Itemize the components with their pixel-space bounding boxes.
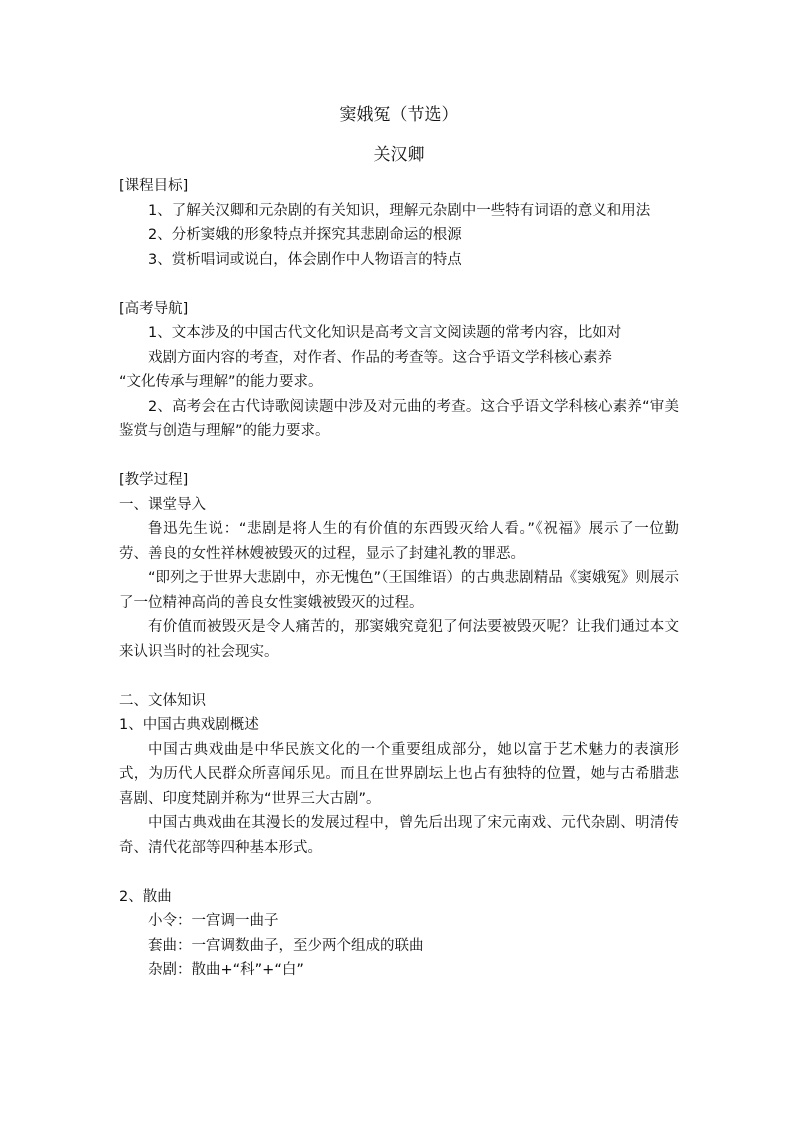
body-paragraph: “即列之于世界大悲剧中，亦无愧色”（王国维语）的古典悲剧精品《窦娥冤》则展示了一位精神高尚的善良女性窦娥被毁灭的过程。 bbox=[119, 570, 679, 611]
subsection-title: 2、散曲 bbox=[119, 888, 172, 905]
body-paragraph: 中国古典戏曲在其漫长的发展过程中，曾先后出现了宋元南戏、元代杂剧、明清传奇、清代花部等四种基本形式。 bbox=[119, 815, 679, 856]
subsection-title: 1、中国古典戏剧概述 bbox=[119, 717, 259, 733]
body-paragraph: 鲁迅先生说：“悲剧是将人生的有价值的东西毁灭给人看。”《祝福》展示了一位勤劳、善良的女性祥林嫂被毁灭的过程，显示了封建礼教的罪恶。 bbox=[119, 521, 679, 562]
document-content bbox=[119, 102, 679, 983]
exam-guide-item-line: “文化传承与理解”的能力要求。 bbox=[119, 374, 323, 390]
course-goal-item: 1、了解关汉卿和元杂剧的有关知识，理解元杂剧中一些特有词语的意义和用法 bbox=[148, 202, 651, 219]
section-title: 一、课堂导入 bbox=[119, 496, 206, 513]
spacer bbox=[119, 664, 679, 689]
list-item: 小令：一宫调一曲子 bbox=[148, 913, 279, 929]
spacer bbox=[119, 272, 679, 297]
section-title: 二、文体知识 bbox=[119, 692, 206, 709]
body-paragraph: 中国古典戏曲是中华民族文化的一个重要组成部分，她以富于艺术魅力的表演形式，为历代人民群众所喜闻乐见。而且在世界剧坛上也占有独特的位置，她与古希腊悲喜剧、印度梵剧并称为“世界三大古剧”。 bbox=[119, 741, 679, 807]
exam-guide-item: 2、高考会在古代诗歌阅读题中涉及对元曲的考查。这合乎语文学科核心素养“审美鉴赏与创造与理解”的能力要求。 bbox=[119, 398, 679, 439]
spacer bbox=[119, 860, 679, 885]
page-title: 窦娥冤（节选） bbox=[339, 105, 459, 125]
course-goal-item: 2、分析窦娥的形象特点并探究其悲剧命运的根源 bbox=[148, 227, 462, 243]
body-paragraph: 有价值而被毁灭是令人痛苦的，那窦娥究竟犯了何法要被毁灭呢？让我们通过本文来认识当时的社会现实。 bbox=[119, 619, 679, 660]
teaching-process-heading: [教学过程] bbox=[119, 472, 189, 488]
list-item: 杂剧：散曲+“科”+“白” bbox=[148, 962, 304, 978]
exam-guide-item-line: 1、文本涉及的中国古代文化知识是高考文言文阅读题的常考内容，比如对 bbox=[148, 325, 622, 341]
course-goal-item: 3、赏析唱词或说白，体会剧作中人物语言的特点 bbox=[148, 251, 462, 268]
course-goals-heading: [课程目标] bbox=[119, 178, 189, 194]
exam-guide-item-line: 戏剧方面内容的考查，对作者、作品的考查等。这合乎语文学科核心素养 bbox=[148, 349, 612, 366]
author-name: 关汉卿 bbox=[373, 145, 425, 165]
spacer bbox=[119, 444, 679, 469]
list-item: 套曲：一宫调数曲子，至少两个组成的联曲 bbox=[148, 937, 424, 954]
exam-guide-heading: [高考导航] bbox=[119, 300, 189, 317]
